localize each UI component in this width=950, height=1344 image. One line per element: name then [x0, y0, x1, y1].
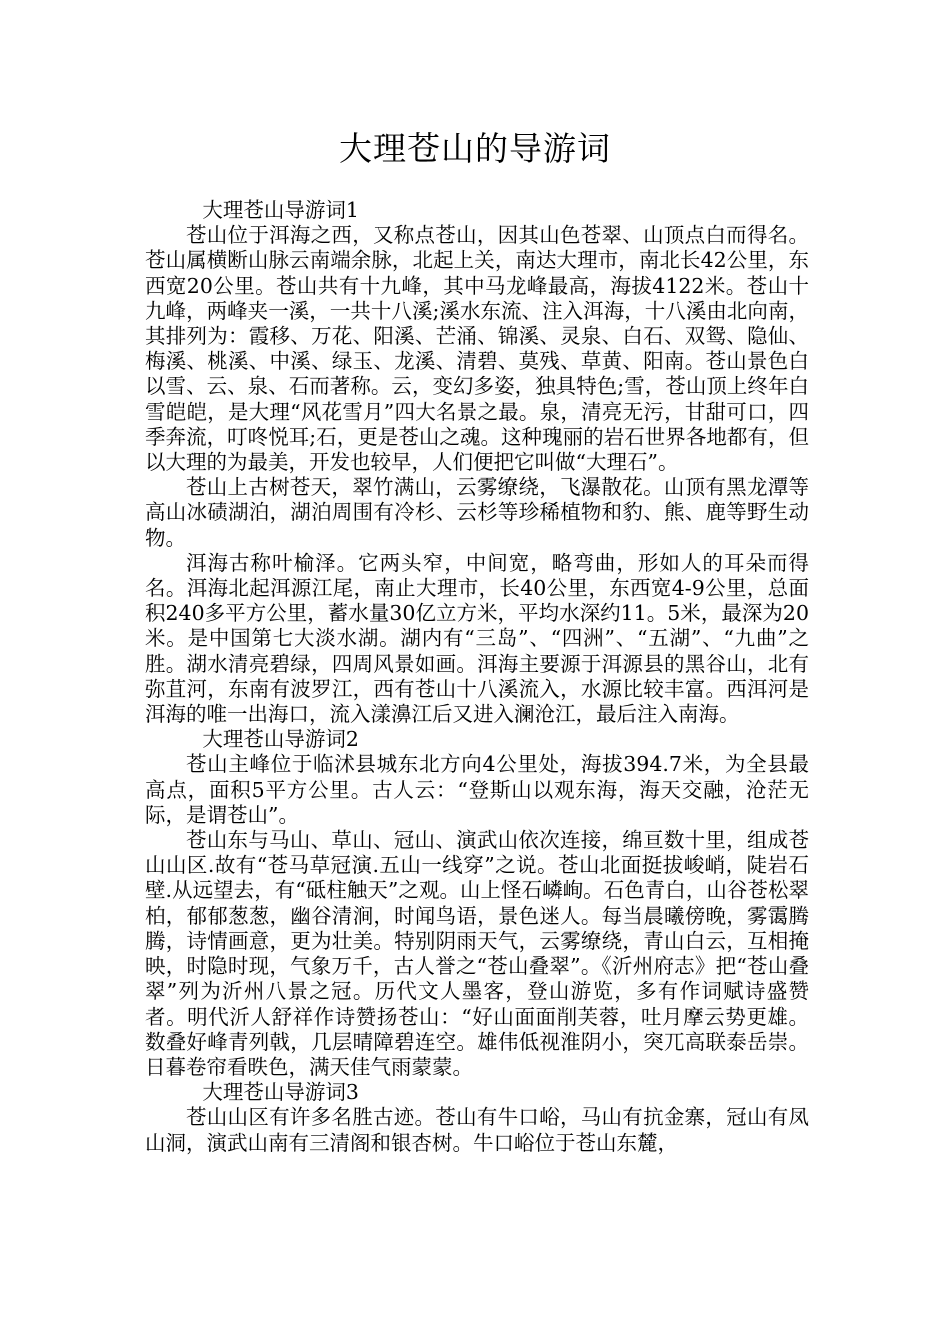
paragraph: 洱海古称叶榆泽。它两头窄，中间宽，略弯曲，形如人的耳朵而得名。洱海北起洱源江尾，南止大理市，长40公里，东西宽4-9公里，总面积240多平方公里，蓄水量30亿立方米，平均水深约11。5米，最深为20米。是中国第七大淡水湖。湖内有“三岛”、“四洲”、“五湖”、“九曲”之胜。湖水清亮碧绿，四周风景如画。洱海主要源于洱源县的黑谷山，北有弥苴河，东南有波罗江，西有苍山十八溪流入，水源比较丰富。西洱河是洱海的唯一出海口，流入漾濞江后又进入澜沧江，最后注入南海。 [145, 550, 809, 727]
section-heading: 大理苍山导游词2 [202, 727, 359, 752]
paragraph: 苍山位于洱海之西，又称点苍山，因其山色苍翠、山顶点白而得名。苍山属横断山脉云南端余脉，北起上关，南达大理市，南北长42公里，东西宽20公里。苍山共有十九峰，其中马龙峰最高，海拔4122米。苍山十九峰，两峰夹一溪，一共十八溪;溪水东流、注入洱海，十八溪由北向南，其排列为：霞移、万花、阳溪、芒涌、锦溪、灵泉、白石、双鸳、隐仙、梅溪、桃溪、中溪、绿玉、龙溪、清碧、莫残、草黄、阳南。苍山景色白以雪、云、泉、石而著称。云，变幻多姿，独具特色;雪，苍山顶上终年白雪皑皑，是大理“风花雪月”四大名景之最。泉，清亮无污，甘甜可口，四季奔流，叮咚悦耳;石，更是苍山之魂。这种瑰丽的岩石世界各地都有，但以大理的为最美，开发也较早，人们便把它叫做“大理石”。 [145, 223, 809, 475]
paragraph: 苍山东与马山、草山、冠山、演武山依次连接，绵亘数十里，组成苍山山区.故有“苍马草冠演.五山一线穿”之说。苍山北面挺拔峻峭，陡岩石壁.从远望去，有“砥柱触天”之观。山上怪石嶙峋。石色青白，山谷苍松翠柏，郁郁葱葱，幽谷清涧，时闻鸟语，景色迷人。每当晨曦傍晚，雾霭腾腾，诗情画意，更为壮美。特别阴雨天气，云雾缭绕，青山白云，互相掩映，时隐时现，气象万千，古人誉之“苍山叠翠”。《沂州府志》把“苍山叠翠”列为沂州八景之冠。历代文人墨客，登山游览，多有作词赋诗盛赞者。明代沂人舒祥作诗赞扬苍山：“好山面面削芙蓉，吐月摩云势更雄。数叠好峰青列戟，几层晴障碧连空。雄伟低视淮阴小，突兀高联泰岳崇。日暮卷帘看昳色，满天佳气雨蒙蒙。 [145, 828, 809, 1079]
section-heading: 大理苍山导游词3 [202, 1080, 359, 1105]
document-body [145, 198, 809, 1156]
section-heading: 大理苍山导游词1 [202, 198, 359, 222]
paragraph: 苍山山区有许多名胜古迹。苍山有牛口峪，马山有抗金寨，冠山有凤山洞，演武山南有三清阁和银杏树。牛口峪位于苍山东麓， [145, 1105, 809, 1155]
paragraph: 苍山上古树苍天，翠竹满山，云雾缭绕，飞瀑散花。山顶有黑龙潭等高山冰碛湖泊，湖泊周围有冷杉、云杉等珍稀植物和豹、熊、鹿等野生动物。 [145, 475, 809, 550]
paragraph: 苍山主峰位于临沭县城东北方向4公里处，海拔394.7米，为全县最高点，面积5平方公里。古人云：“登斯山以观东海，海天交融，沧茫无际，是谓苍山”。 [145, 752, 809, 827]
document-title: 大理苍山的导游词 [339, 129, 611, 168]
